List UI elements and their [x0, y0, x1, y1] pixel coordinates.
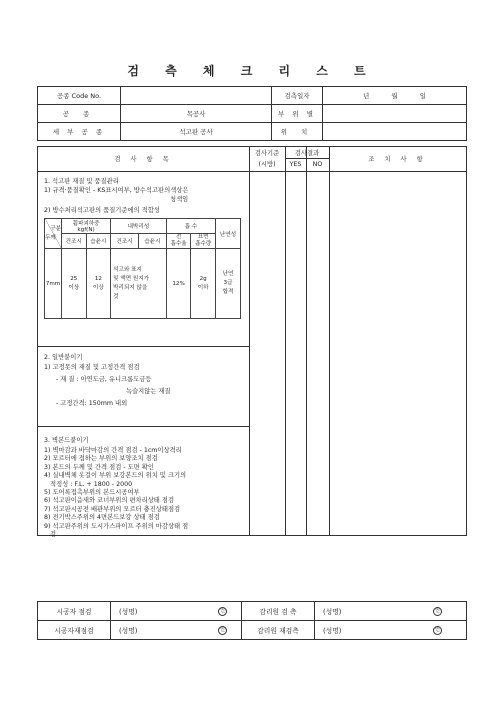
checklist-line: 검 — [44, 531, 57, 539]
row-wet1: 12 이상 — [86, 249, 111, 319]
s1-line1b: 청색임 — [170, 196, 189, 203]
s2-line3: 녹슬지않는 재질 — [126, 388, 171, 395]
col-standard: 검사기준 — [254, 150, 280, 157]
thick-label: 두께 — [45, 234, 56, 241]
header-table — [37, 86, 467, 141]
s3-lines — [44, 447, 188, 539]
s3-title: 3. 벽본드붙이기 — [44, 437, 89, 444]
checklist-line: 적정성 : F.L. + 1800 - 2000 — [44, 480, 133, 488]
location-label: 위 치 — [272, 123, 323, 141]
wet2-label: 습윤시 — [138, 234, 166, 249]
checklist-line: 6) 석고판이음새와 코너부위의 편차리상태 점검 — [44, 497, 175, 505]
surf-absorb-label: 표면 흡수량 — [191, 234, 216, 249]
wet1-label: 습윤시 — [86, 234, 111, 249]
sig2-right-name-label: (성명) — [323, 627, 342, 635]
date-label: 검측일자 — [272, 87, 323, 105]
row-surf: 2g 이하 — [191, 249, 216, 319]
bending-header — [62, 219, 111, 234]
sig1-right-label: 감리원 검 측 — [242, 602, 315, 621]
s1-line2: 2) 방수처리석고판의 품질기준에의 적합성 — [44, 207, 160, 214]
document-title: 검 측 체 크 리 스 트 — [127, 64, 377, 78]
detail-label: 세 부 공 종 — [38, 123, 121, 141]
part-value[interactable] — [323, 105, 467, 123]
seal-icon: 인 — [433, 626, 442, 635]
row-flame: 난연 3급 합격 — [216, 249, 241, 319]
sig2-right[interactable] — [315, 621, 467, 640]
s2-line2: - 재 질 : 아연도금, 유니크롬도금등 — [56, 376, 152, 383]
checklist-line: 5) 도어록접촉부위의 본드시공여부 — [44, 489, 140, 497]
row-dry1: 25 이상 — [62, 249, 87, 319]
work-value[interactable]: 목공사 — [121, 105, 272, 123]
sig1-left-label: 시공자 점검 — [38, 602, 111, 621]
row-total: 12% — [166, 249, 191, 319]
s2-line1: 1) 고정못의 재질 및 고정간격 점검 — [44, 364, 140, 371]
detail-value[interactable]: 석고판 공사 — [121, 123, 272, 141]
checklist-line: 7) 석고판시공전 배관부위의 모르터 충진상태점검 — [44, 505, 181, 513]
checklist-line: 4) 실내벽체 옷걸이 부위 보강본드의 위치 및 크기의 — [44, 472, 187, 480]
col-items: 검 사 항 목 — [114, 156, 173, 163]
date-value[interactable]: 년 월 일 — [323, 87, 467, 105]
checklist-line: 8) 전기박스주위의 4면본드보강 상태 점검 — [44, 514, 160, 522]
work-label: 공 종 — [38, 105, 121, 123]
sig2-left-label: 시공자재점검 — [38, 621, 111, 640]
dry2-label: 건조시 — [111, 234, 139, 249]
bending-unit: kgf(N) — [77, 227, 95, 233]
sig1-name-label: (성명) — [119, 608, 138, 616]
dry1-label: 건조시 — [62, 234, 87, 249]
s1-title: 1. 석고판 재질 및 품질관리 — [44, 178, 119, 185]
total-absorb-label: 전 흡수율 — [166, 234, 191, 249]
col-no: NO — [312, 161, 323, 168]
part-label: 부 위 별 — [272, 105, 323, 123]
location-value[interactable] — [323, 123, 467, 141]
row-peel: 석고와 표지 및 액면 원지가 박리되지 않을 것 — [111, 249, 167, 319]
s2-line4: - 고정간격: 150mm 내외 — [56, 400, 128, 407]
moisture-label: 내박리성 — [111, 219, 167, 234]
s2-title: 2. 일반붙이기 — [44, 354, 83, 361]
checklist-body — [37, 146, 467, 539]
flame-label: 난연성 — [216, 219, 241, 249]
kind-label: 구분 — [50, 225, 61, 232]
code-value[interactable] — [121, 87, 272, 105]
col-action: 조 치 사 항 — [368, 156, 427, 163]
quality-standard-table — [44, 218, 241, 319]
row-thick: 7mm — [45, 249, 62, 319]
col-yes: YES — [289, 161, 302, 168]
sig2-name-label: (성명) — [119, 627, 138, 635]
sig1-right[interactable] — [315, 602, 467, 621]
absorb-label: 흡 수 — [166, 219, 215, 234]
code-label: 공종 Code No. — [38, 87, 121, 105]
col-standard-sub: (시방) — [258, 161, 276, 168]
corner-cell — [45, 219, 62, 249]
s1-line1: 1) 규격·품질확인 - KS표시여부, 방수석고판의색상은 — [44, 187, 189, 194]
sig2-mid[interactable] — [111, 621, 242, 640]
seal-icon: 인 — [218, 626, 227, 635]
sig1-right-name-label: (성명) — [323, 608, 342, 616]
col-result: 검사결과 — [294, 150, 320, 157]
checklist-line: 3) 본드의 두께 및 간격 점검 - 도면 확인 — [44, 463, 154, 471]
bending-label: 휨파괴하중 — [72, 221, 100, 227]
seal-icon: 인 — [433, 607, 442, 616]
sig2-right-label: 감리원 재검측 — [242, 621, 315, 640]
checklist-line: 9) 석고판주위의 도시가스파이프 주위의 마감상태 점 — [44, 522, 189, 530]
signature-table — [37, 601, 467, 640]
checklist-line: 2) 모르터에 접하는 부위의 보양조치 점검 — [44, 455, 158, 463]
seal-icon: 인 — [218, 607, 227, 616]
sig1-mid[interactable] — [111, 602, 242, 621]
checklist-line: 1) 벽마감과 바닥마감의 간격 점검 - 1cm이상격리 — [44, 447, 182, 454]
